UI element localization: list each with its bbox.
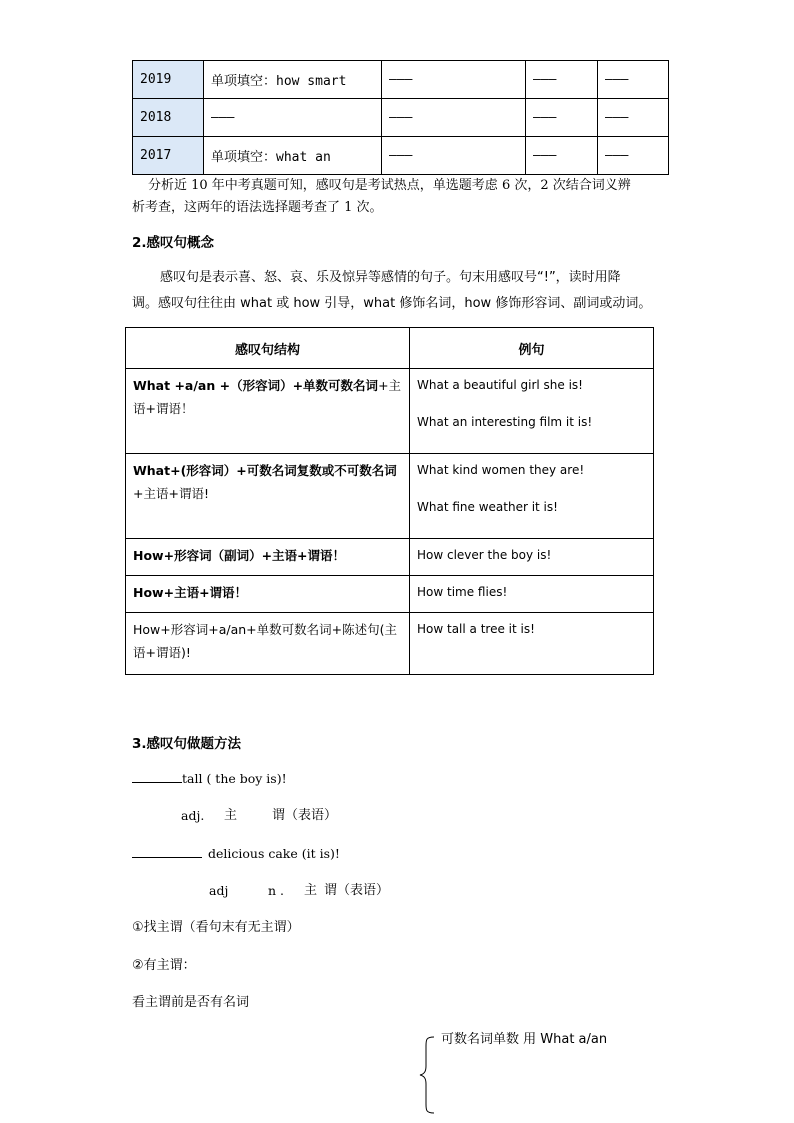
example-2-text: delicious cake (it is)! [208, 846, 340, 861]
section-3-title: 3.感叹句做题方法 [132, 736, 242, 752]
step-1: ①找主谓（看句末有无主谓） [132, 920, 300, 935]
example-2-predicate: 谓（表语） [324, 883, 390, 898]
cell: ——— [526, 137, 598, 175]
example-1 [132, 768, 287, 790]
structure-bold: What+(形容词）+可数名词复数或不可数名词 [133, 463, 397, 478]
example-1-subject: 主 [224, 808, 238, 823]
example-2-subject: 主 [304, 883, 318, 898]
year-cell: 2017 [133, 137, 204, 175]
step-3: 看主谓前是否有名词 [132, 995, 250, 1010]
example-cell [410, 539, 654, 576]
structure-table [125, 327, 654, 675]
structure-cell [126, 613, 410, 675]
structure-rest: How+形容词+a/an+单数可数名词+陈述句(主语+谓语)! [133, 622, 397, 660]
cell: ——— [526, 99, 598, 137]
blank-line [132, 768, 182, 783]
table-row [126, 613, 654, 675]
example-sentence: How time flies! [417, 585, 508, 599]
structure-rest: +主语+谓语！ [133, 378, 402, 416]
section-2-title: 2.感叹句概念 [132, 235, 215, 251]
cell: ——— [598, 137, 669, 175]
structure-cell [126, 369, 410, 454]
example-1-predicate: 谓（表语） [272, 808, 338, 823]
example-sentence: What a beautiful girl she is! [417, 378, 583, 392]
blank-line [132, 843, 202, 858]
cell: ——— [526, 61, 598, 99]
header-example: 例句 [410, 328, 654, 369]
cell: ——— [382, 99, 526, 137]
concept-line-1: 感叹句是表示喜、怒、哀、乐及惊异等感情的句子。句末用感叹号“!”，读时用降 [160, 270, 621, 285]
table-row [126, 576, 654, 613]
header-structure: 感叹句结构 [126, 328, 410, 369]
curly-brace-icon [418, 1036, 436, 1114]
cell: ——— [382, 61, 526, 99]
concept-line-2: 调。感叹句往往由 what 或 how 引导，what 修饰名词，how 修饰形容词、副词或动词。 [132, 296, 652, 311]
year-cell: 2019 [133, 61, 204, 99]
example-1-adj: adj. [181, 808, 205, 823]
example-2-noun: n . [268, 883, 284, 898]
structure-cell [126, 576, 410, 613]
structure-bold: How+形容词（副词）+主语+谓语！ [133, 548, 346, 563]
example-cell [410, 613, 654, 675]
cell: ——— [598, 99, 669, 137]
example-sentence: How tall a tree it is! [417, 622, 535, 636]
structure-rest: +主语+谓语! [133, 486, 209, 501]
example-sentence: What fine weather it is! [417, 500, 558, 514]
example-cell [410, 454, 654, 539]
cell: ——— [598, 61, 669, 99]
table-row [126, 539, 654, 576]
structure-bold: How+主语+谓语！ [133, 585, 248, 600]
item-cell: ——— [204, 99, 382, 137]
example-sentence: What an interesting film it is! [417, 415, 593, 429]
table-row [126, 454, 654, 539]
example-1-text: tall ( the boy is)! [182, 771, 287, 786]
branch-countable-singular: 可数名词单数 用 What a/an [441, 1032, 608, 1047]
example-cell [410, 369, 654, 454]
structure-bold: What +a/an +（形容词）+单数可数名词 [133, 378, 379, 393]
example-2 [132, 843, 340, 865]
item-cell: 单项填空：what an [204, 137, 382, 175]
cell: ——— [382, 137, 526, 175]
table-header-row [126, 328, 654, 369]
example-sentence: How clever the boy is! [417, 548, 552, 562]
example-cell [410, 576, 654, 613]
table-row [133, 137, 669, 175]
structure-cell [126, 539, 410, 576]
table-row [126, 369, 654, 454]
table-row [133, 99, 669, 137]
analysis-line-1: 分析近 10 年中考真题可知，感叹句是考试热点，单选题考虑 6 次，2 次结合词义辨 [148, 178, 631, 193]
step-2: ②有主谓： [132, 958, 196, 973]
item-cell: 单项填空：how smart [204, 61, 382, 99]
year-cell: 2018 [133, 99, 204, 137]
analysis-line-2: 析考查，这两年的语法选择题考查了 1 次。 [132, 200, 383, 215]
example-2-adj: adj [209, 883, 229, 898]
structure-cell [126, 454, 410, 539]
example-sentence: What kind women they are! [417, 463, 585, 477]
table-row [133, 61, 669, 99]
exam-history-table [132, 60, 669, 175]
